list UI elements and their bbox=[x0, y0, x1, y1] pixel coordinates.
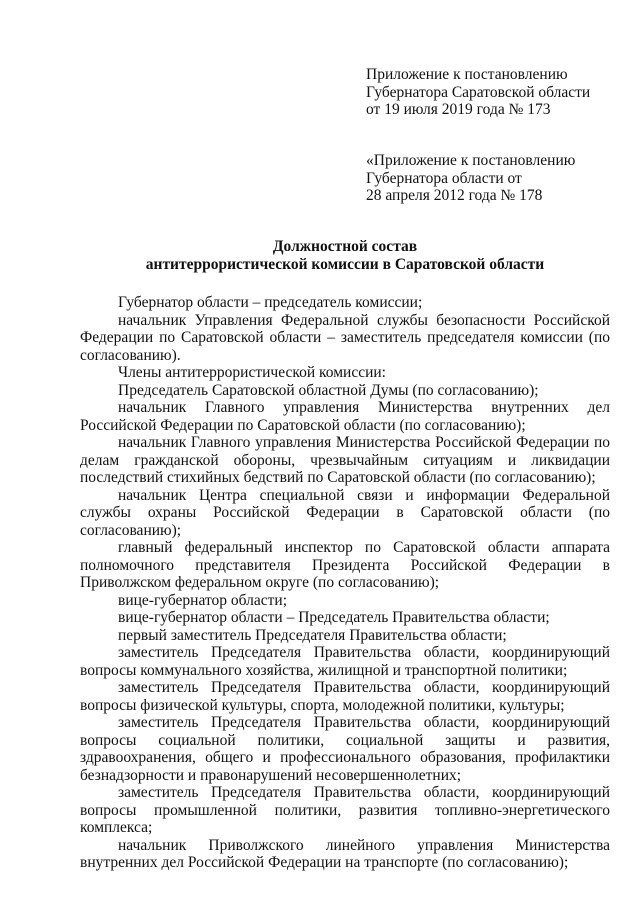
document-body bbox=[80, 294, 610, 872]
paragraph: вице-губернатор области; bbox=[118, 591, 288, 609]
paragraph: Председатель Саратовской областной Думы (по согласованию); bbox=[118, 381, 539, 399]
paragraph: заместитель Председателя Правительства области, координирующий вопросы коммунального хозяйства, жилищной и транспортной политики; bbox=[80, 644, 610, 679]
appendix-line: от 19 июля 2019 года № 173 bbox=[366, 101, 551, 118]
paragraph: начальник Главного управления Министерства Российской Федерации по делам гражданской обороны, чрезвычайным ситуациям и ликвидации последствий стихийных бедствий по Саратовской области (по согласованию); bbox=[80, 434, 610, 486]
document-title bbox=[80, 238, 610, 274]
title-line-2: антитеррористической комиссии в Саратовской области bbox=[145, 256, 545, 273]
appendix-header-current bbox=[366, 66, 616, 119]
title-line-1: Должностной состав bbox=[272, 238, 418, 255]
appendix-line: Губернатора Саратовской области bbox=[366, 83, 591, 101]
paragraph: заместитель Председателя Правительства области, координирующий вопросы промышленной политики, развития топливно-энергетического комплекса; bbox=[80, 784, 610, 836]
paragraph: главный федеральный инспектор по Саратовской области аппарата полномочного представителя Президента Российской Федерации в Приволжском федеральном округе (по согласованию); bbox=[80, 539, 610, 591]
appendix-header-original bbox=[366, 152, 616, 205]
paragraph: Члены антитеррористической комиссии: bbox=[118, 364, 386, 381]
paragraph: вице-губернатор области – Председатель Правительства области; bbox=[118, 609, 550, 626]
paragraph: начальник Главного управления Министерства внутренних дел Российской Федерации по Саратовской области (по согласованию); bbox=[80, 399, 610, 434]
appendix-line: Приложение к постановлению bbox=[366, 66, 568, 83]
appendix-line: «Приложение к постановлению bbox=[366, 152, 576, 169]
paragraph: Губернатор области – председатель комиссии; bbox=[118, 294, 423, 311]
paragraph: заместитель Председателя Правительства области, координирующий вопросы социальной политики, социальной защиты и развития, здравоохранения, общего и профессионального образования, профилактики безнадзорности и правонарушений несовершеннолетних; bbox=[80, 714, 610, 784]
paragraph: заместитель Председателя Правительства области, координирующий вопросы физической культуры, спорта, молодежной политики, культуры; bbox=[80, 679, 610, 714]
paragraph: начальник Приволжского линейного управления Министерства внутренних дел Российской Федерации на транспорте (по согласованию); bbox=[80, 836, 610, 871]
paragraph: первый заместитель Председателя Правительства области; bbox=[118, 626, 507, 644]
paragraph: начальник Центра специальной связи и информации Федеральной службы охраны Российской Федерации в Саратовской области (по согласованию); bbox=[80, 486, 610, 539]
appendix-line: 28 апреля 2012 года № 178 bbox=[366, 187, 543, 204]
appendix-line: Губернатора области от bbox=[366, 169, 522, 187]
paragraph: начальник Управления Федеральной службы безопасности Российской Федерации по Саратовской области – заместитель председателя комиссии (по согласованию). bbox=[80, 311, 610, 364]
